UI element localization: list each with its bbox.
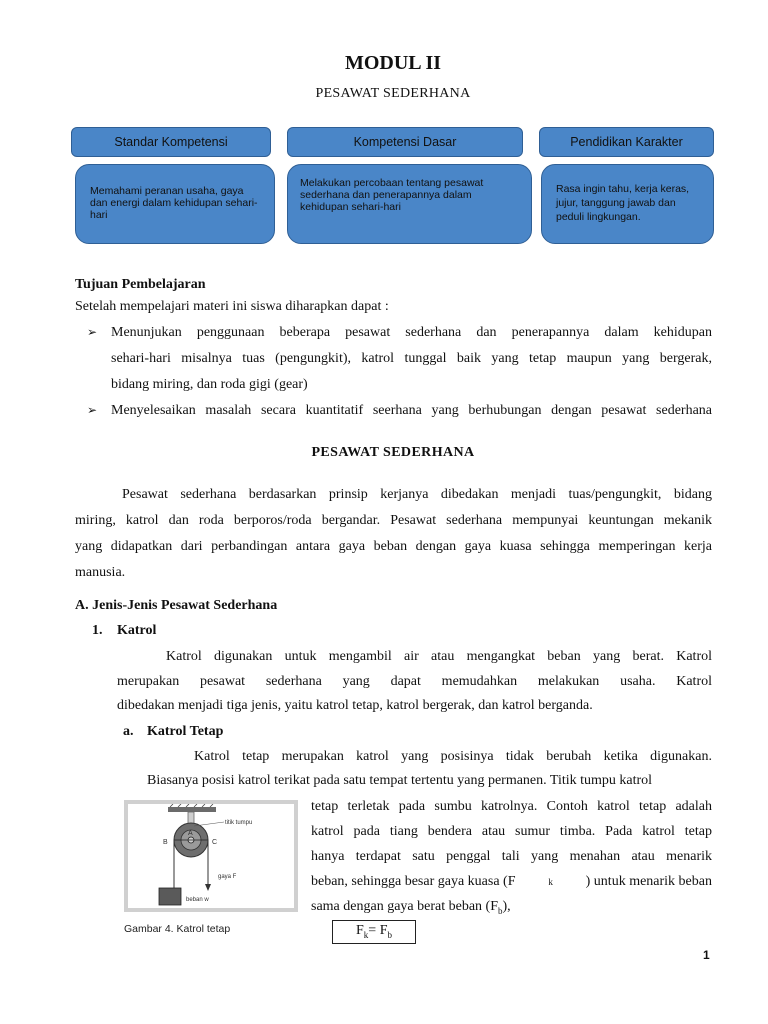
label-a: A [188, 830, 193, 837]
kompetensi-dasar-line: sederhana dan penerapannya dalam [300, 189, 472, 201]
katrol-tetap-text: ) untuk menarik beban [585, 874, 712, 889]
katrol-tetap-line [311, 898, 511, 920]
ceiling-hatch [170, 804, 213, 807]
subscript: b [497, 905, 503, 916]
pendidikan-karakter-line: Rasa ingin tahu, kerja keras, [556, 183, 690, 195]
objectives-heading: Tujuan Pembelajaran [75, 277, 206, 292]
objective-item-line: Menunjukan penggunaan beberapa pesawat sederhana dan penerapannya dalam kehidupan [111, 325, 712, 340]
objective-item-line: Menyelesaikan masalah secara kuantitatif seerhana yang berhubungan dengan pesawat sederhana [111, 403, 712, 418]
subscript: b [387, 929, 392, 940]
paragraph-line: Pesawat sederhana berdasarkan prinsip kerjanya dibedakan menjadi tuas/pengungkit, bidang [122, 487, 712, 502]
figure-caption: Gambar 4. Katrol tetap [124, 923, 231, 935]
katrol-tetap-line: Katrol tetap merupakan katrol yang posisinya tidak berubah ketika digunakan. [194, 749, 712, 764]
page-title: MODUL II [344, 52, 442, 74]
paragraph-line: yang didapatkan dari perbandingan antara gaya beban dengan gaya kuasa sehingga memperingan kerja [75, 539, 712, 554]
katrol-line: Katrol digunakan untuk mengambil air atau mengangkat beban yang berat. Katrol [166, 649, 712, 664]
page-subtitle: PESAWAT SEDERHANA [315, 86, 471, 101]
label-gaya: gaya F [218, 874, 237, 880]
standar-kompetensi-header: Standar Kompetensi [71, 127, 271, 157]
page-number: 1 [703, 948, 710, 962]
objectives-intro: Setelah mempelajari materi ini siswa diharapkan dapat : [75, 299, 389, 314]
katrol-tetap-line: katrol pada tiang bendera atau sumur timba. Pada katrol tetap [311, 824, 712, 839]
kompetensi-dasar-line: Melakukan percobaan tentang pesawat [300, 177, 484, 189]
standar-kompetensi-box [75, 164, 275, 244]
pulley-diagram [128, 804, 294, 908]
katrol-line: dibedakan menjadi tiga jenis, yaitu katrol tetap, katrol bergerak, dan katrol berganda. [117, 698, 593, 713]
pendidikan-karakter-line: peduli lingkungan. [556, 211, 641, 223]
katrol-tetap-line: hanya terdapat satu penggal tali yang menahan atau menarik [311, 849, 712, 864]
subscript: k [548, 877, 553, 887]
kompetensi-dasar-header: Kompetensi Dasar [287, 127, 523, 157]
katrol-tetap-line: tetap terletak pada sumbu katrolnya. Contoh katrol tetap adalah [311, 799, 712, 814]
item-number: 1. [92, 623, 103, 638]
arrow-bullet-icon: ➢ [87, 325, 98, 339]
katrol-tetap-line: Biasanya posisi katrol terikat pada satu tempat tertentu yang permanen. Titik tumpu katrol [147, 773, 653, 788]
label-c: C [212, 839, 218, 846]
ceiling-mount [168, 807, 216, 812]
label-pointer-line [194, 822, 224, 826]
formula-text: F [356, 923, 364, 938]
katrol-tetap-line [311, 873, 712, 891]
katrol-tetap-text: ), [502, 899, 511, 914]
objective-item-line: sehari-hari misalnya tuas (pengungkit), katrol tunggal baik yang tetap maupun yang bergerak, [111, 351, 712, 366]
katrol-line: merupakan pesawat sederhana yang dapat memudahkan melakukan usaha. Katrol [117, 674, 712, 689]
standar-kompetensi-line: dan energi dalam kehidupan sehari- [90, 197, 258, 209]
standar-kompetensi-line: Memahami peranan usaha, gaya [90, 185, 244, 197]
objective-item-line: bidang miring, dan roda gigi (gear) [111, 377, 308, 392]
arrow-bullet-icon: ➢ [87, 403, 98, 417]
label-titik-tumpu: titik tumpu [225, 820, 253, 826]
paragraph-line: manusia. [75, 565, 126, 580]
standar-kompetensi-line: hari [90, 209, 108, 221]
part-a-heading: A. Jenis-Jenis Pesawat Sederhana [75, 598, 278, 613]
kompetensi-dasar-box [287, 164, 532, 244]
katrol-tetap-figure [124, 800, 298, 912]
label-beban: beban w [186, 897, 209, 903]
katrol-tetap-text: sama dengan gaya berat beban (F [311, 899, 498, 914]
subscript: k [363, 929, 369, 940]
force-arrow-icon [205, 884, 211, 891]
label-b: B [163, 839, 168, 846]
load-block [159, 888, 181, 905]
kompetensi-dasar-line: kehidupan sehari-hari [300, 201, 401, 213]
pendidikan-karakter-header: Pendidikan Karakter [539, 127, 714, 157]
formula-box [332, 920, 416, 944]
sub-item-label: a. [123, 724, 134, 739]
formula-text: = F [368, 923, 388, 938]
paragraph-line: miring, katrol dan roda berporos/roda bergandar. Pesawat sederhana mempunyai keuntungan mekanik [75, 513, 712, 528]
section-heading: PESAWAT SEDERHANA [311, 445, 475, 460]
pendidikan-karakter-box [541, 164, 714, 244]
katrol-tetap-heading: Katrol Tetap [147, 724, 224, 739]
katrol-heading: Katrol [117, 623, 157, 638]
pendidikan-karakter-line: jujur, tanggung jawab dan [556, 197, 676, 209]
katrol-tetap-text: beban, sehingga besar gaya kuasa (F [311, 874, 516, 889]
